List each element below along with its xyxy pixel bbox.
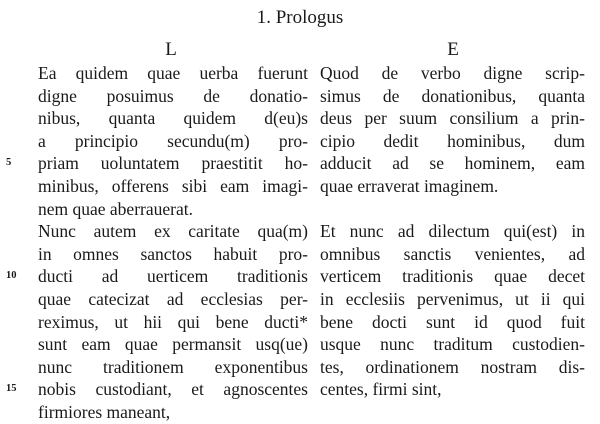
left-column-line: nobis custodiant, et agnoscentes	[38, 379, 308, 400]
right-column-line: tes, ordinationem nostram dis-	[320, 356, 585, 377]
line-number: 5	[6, 157, 12, 169]
right-column-line	[320, 401, 585, 424]
left-column-line: digne posuimus de donatio-	[38, 85, 308, 106]
left-column-line: a principio secundu(m) pro-	[38, 130, 308, 151]
left-column-line: sunt eam quae permansit usq(ue)	[38, 334, 308, 355]
right-column-line: in ecclesiis pervenimus, ut ii qui	[320, 288, 585, 309]
right-column-line: adducit ad se hominem, eam	[320, 153, 585, 174]
right-column-line: bene docti sunt id quod fuit	[320, 311, 585, 332]
left-column-line: nem quae aberrauerat.	[38, 198, 193, 219]
left-column-text	[38, 62, 308, 424]
left-column-line: quae catecizat ad ecclesias per-	[38, 288, 308, 309]
left-column-line: minibus, offerens sibi eam imagi-	[38, 175, 308, 196]
right-column-text	[320, 62, 585, 424]
right-column-line: usque nunc traditum custodien-	[320, 334, 585, 355]
left-column-line: priam uoluntatem praestitit ho-	[38, 153, 308, 174]
left-column-line: Ea quidem quae uerba fuerunt	[38, 63, 308, 83]
right-column-line: deus per suum consilium a prin-	[320, 108, 585, 129]
left-column-line: in omnes sanctos habuit pro-	[38, 243, 308, 264]
right-column-line: Quod de verbo digne scrip-	[320, 63, 585, 83]
line-number: 15	[6, 383, 17, 395]
right-column-line: simus de donationibus, quanta	[320, 85, 585, 106]
left-column-line: nunc traditionem exponentibus	[38, 356, 308, 377]
left-column-line: Nunc autem ex caritate qua(m)	[38, 221, 308, 242]
right-column-line	[320, 198, 585, 221]
right-column-line: centes, firmi sint,	[320, 379, 442, 400]
right-column-line: Et nunc ad dilectum qui(est) in	[320, 221, 585, 242]
right-column-line: cipio dedit hominibus, dum	[320, 130, 585, 151]
column-heading-right: E	[447, 39, 459, 60]
right-column-line: omnibus sanctis venientes, ad	[320, 243, 585, 264]
line-number: 10	[6, 270, 17, 282]
left-column-line: nibus, quanta quidem d(eu)s	[38, 108, 308, 129]
right-column-line: verticem traditionis quae decet	[320, 266, 585, 287]
page-title: 1. Prologus	[256, 7, 344, 28]
left-column-line: reximus, ut hii qui bene ducti*	[38, 311, 308, 332]
right-column-line: quae erraverat imaginem.	[320, 175, 499, 196]
left-column-line: firmiores maneant,	[38, 401, 171, 422]
column-heading-left: L	[165, 39, 177, 60]
left-column-line: ducti ad uerticem traditionis	[38, 266, 308, 287]
